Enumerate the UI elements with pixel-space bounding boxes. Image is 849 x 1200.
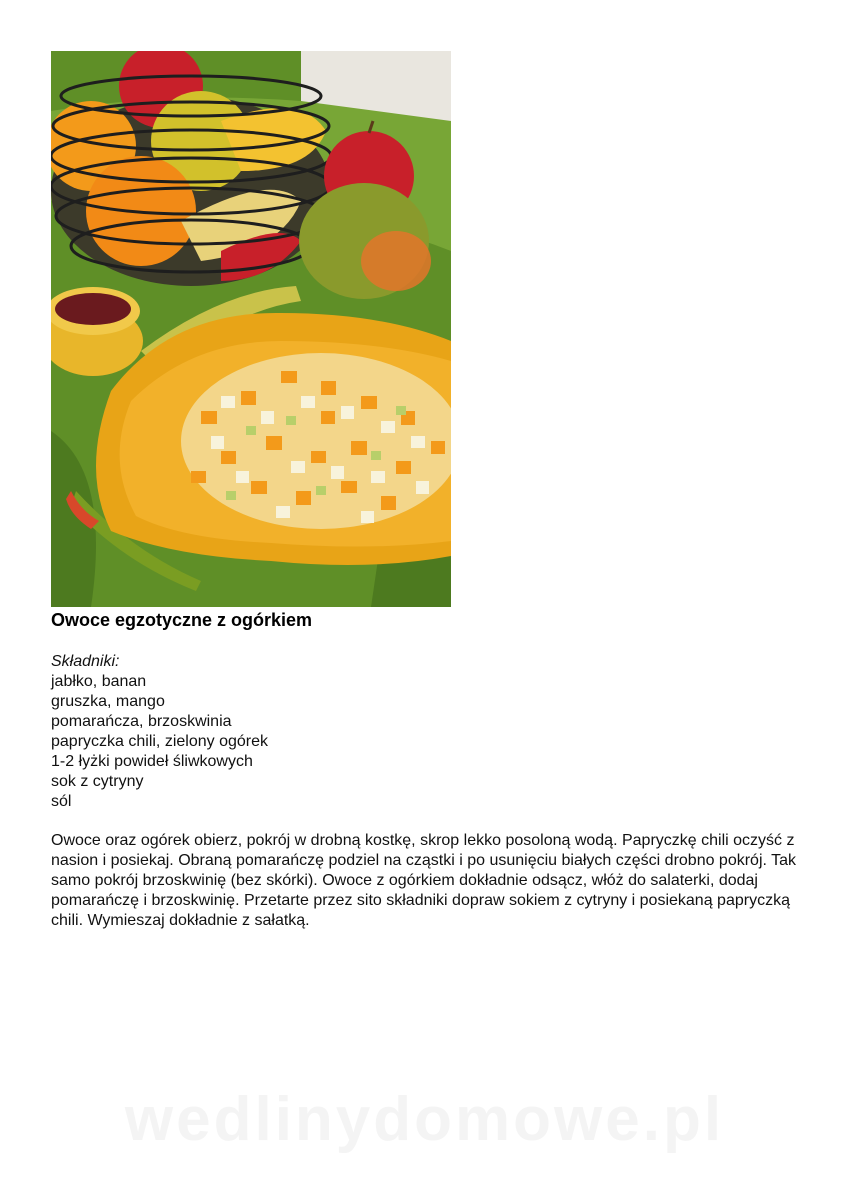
ingredient-item: jabłko, banan <box>51 673 147 690</box>
watermark: wedlinydomowe.pl <box>124 1085 725 1154</box>
ingredient-item: pomarańcza, brzoskwinia <box>51 713 232 730</box>
fruit-salad <box>181 353 451 529</box>
recipe-photo <box>51 51 451 607</box>
ingredients-label: Składniki: <box>51 653 120 670</box>
ingredient-item: 1-2 łyżki powideł śliwkowych <box>51 753 253 770</box>
ingredient-item: sól <box>51 793 72 810</box>
recipe-title: Owoce egzotyczne z ogórkiem <box>51 610 313 630</box>
jam-bowl <box>51 287 143 376</box>
ingredient-item: papryczka chili, zielony ogórek <box>51 733 268 750</box>
ingredients-list <box>51 672 551 812</box>
recipe-instructions: Owoce oraz ogórek obierz, pokrój w drobną kostkę, skrop lekko posoloną wodą. Papryczkę chili oczyść z nasion i posiekaj. Obraną pomarańczę podziel na cząstki i po usunięciu białych części drobno pokrój. Tak samo pokrój brzoskwinię (bez skórki). Owoce z ogórkiem dokładnie odsącz, włóż do salaterki, dodaj pomarańczę i brzoskwinię. Przetarte przez sito składniki dopraw sokiem z cytryny i posiekaną papryczką chili. Wymieszaj dokładnie z sałatką. <box>51 832 797 929</box>
ingredient-item: sok z cytryny <box>51 773 144 790</box>
ingredients-section <box>51 652 551 812</box>
fruit-salad-illustration <box>51 51 451 607</box>
ingredient-item: gruszka, mango <box>51 693 165 710</box>
